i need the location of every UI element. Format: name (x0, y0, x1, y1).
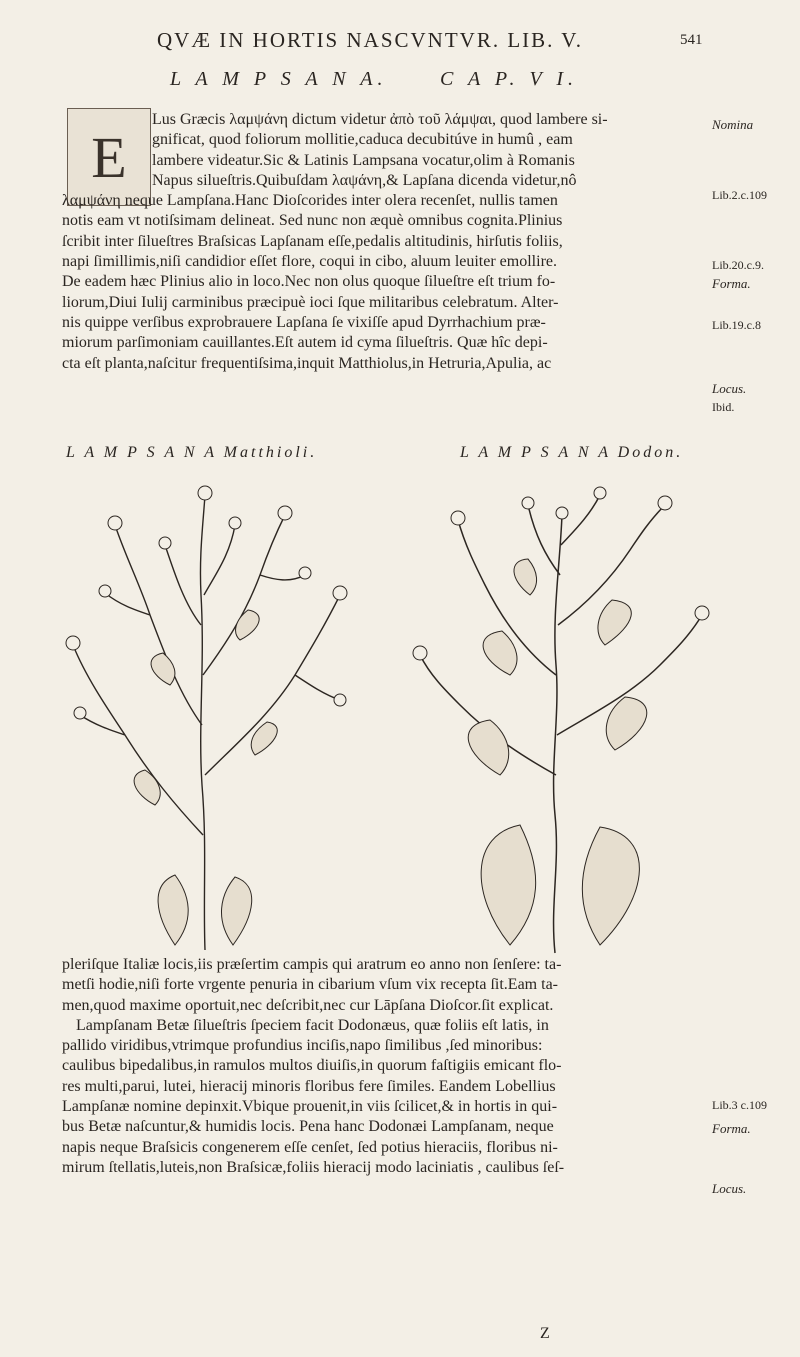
text-line: miorum parſimoniam cauillantes.Eſt autem id cyma ſilueſtris. Quæ hîc depi- (62, 334, 548, 352)
text-line: Lampſanam Betæ ſilueſtris ſpeciem facit Dodonæus, quæ foliis eſt latis, in (76, 1016, 549, 1034)
margin-note-locus: Locus. (712, 381, 747, 396)
margin-reference: Lib.2.c.109 (712, 188, 767, 202)
text-line: gnificat, quod foliorum mollitie,caduca decubitúve in humû , eam (152, 131, 573, 149)
text-line: Lampſanæ nomine depinxit.Vbique prouenit,in viis ſcilicet,& in hortis in qui- (62, 1098, 558, 1116)
signature-mark: Z (540, 1325, 552, 1342)
chapter-title: L A M P S A N A. (170, 68, 388, 90)
figure-caption-dodon: L A M P S A N A Dodon. (460, 444, 684, 461)
text-line: ſcribit inter ſilueſtres Braſsicas Lapſanam eſſe,pedalis altitudinis, hirſutis foliis, (62, 232, 563, 250)
margin-note-locus: Locus. (712, 1181, 747, 1196)
chapter-number: C A P. V I. (440, 68, 578, 90)
text-line: res multi,parui, lutei, hieracij minoris floribus fere ſimiles. Eandem Lobellius (62, 1077, 556, 1095)
margin-note-forma: Forma. (712, 1121, 751, 1136)
figure-caption-matthioli: L A M P S A N A Matthioli. (66, 444, 318, 461)
text-line: λαμψάνη neque Lampſana.Hanc Dioſcorides inter olera recenſet, nullis tamen (62, 192, 558, 210)
margin-note-nomina: Nomina (712, 117, 754, 132)
decorated-initial: E (67, 108, 151, 206)
text-line: napis neque Braſsicis congenerem eſſe cenſet, ſed potius hieraciis, floribus ni- (62, 1138, 558, 1156)
text-line: De eadem hæc Plinius alio in loco.Nec non olus quoque ſilueſtre eſt trium fo- (62, 273, 556, 291)
margin-reference: Lib.19.c.8 (712, 318, 761, 332)
text-line: napi ſimillimis,niſi candidior eſſet flore, coqui in cibo, aluum leuiter emollire. (62, 253, 557, 271)
text-line: men,quod maxime oportuit,nec deſcribit,nec cur Lāpſana Dioſcor.ſit explicat. (62, 996, 554, 1014)
text-block-bottom (62, 955, 702, 1178)
page-number: 541 (680, 32, 703, 48)
text-line: bus Betæ naſcuntur,& humidis locis. Pena hanc Dodonæi Lampſanam, neque (62, 1118, 554, 1136)
margin-reference: Lib.3 c.109 (712, 1098, 767, 1112)
text-line: caulibus bipedalibus,in ramulos multos diuiſis,in quorum faſtigiis emicant flo- (62, 1057, 562, 1075)
text-block-top (62, 110, 702, 374)
text-line: lambere videatur.Sic & Latinis Lampsana vocatur,olim à Romanis (152, 151, 575, 169)
margin-note-forma: Forma. (712, 276, 751, 291)
text-line: Napus silueſtris.Quibuſdam λαψάνη,& Lapſana dicenda videtur,nô (152, 171, 577, 189)
text-line: nis quippe verſibus exprobrauere Lapſana ſe vixiſſe apud Dyrrhachium præ- (62, 313, 546, 331)
plant-illustration-matthioli (55, 475, 355, 955)
plant-illustration-dodon (410, 475, 710, 955)
running-head: QVÆ IN HORTIS NASCVNTVR. LIB. V. (157, 28, 583, 52)
text-line: cta eſt planta,naſcitur frequentiſsima,inquit Matthiolus,in Hetruria,Apulia, ac (62, 354, 552, 372)
text-line: mirum ſtellatis,luteis,non Braſsicæ,foliis hieracij modo laciniatis , caulibus ſeſ- (62, 1158, 565, 1176)
text-line: metſi hodie,niſi forte vrgente penuria in cibarium vſum vix recepta ſit.Eam ta- (62, 976, 558, 994)
text-line: pallido viridibus,vtrimque profundius inciſis,napo ſimilibus ,ſed minoribus: (62, 1037, 543, 1055)
text-line: notis eam vt notiſsimam delineat. Sed nunc non æquè omnibus cognita.Plinius (62, 212, 563, 230)
text-line: liorum,Diui Iulij carminibus præcipuè ioci ſque militaribus celebratum. Alter- (62, 293, 559, 311)
margin-reference: Ibid. (712, 400, 735, 414)
margin-reference: Lib.20.c.9. (712, 258, 764, 272)
text-line: pleriſque Italiæ locis,iis præſertim campis qui aratrum eo anno non ſenſere: ta- (62, 956, 562, 973)
text-line: Lus Græcis λαμψάνη dictum videtur ἀπὸ τοῦ λάμψαι, quod lambere si- (152, 111, 608, 128)
